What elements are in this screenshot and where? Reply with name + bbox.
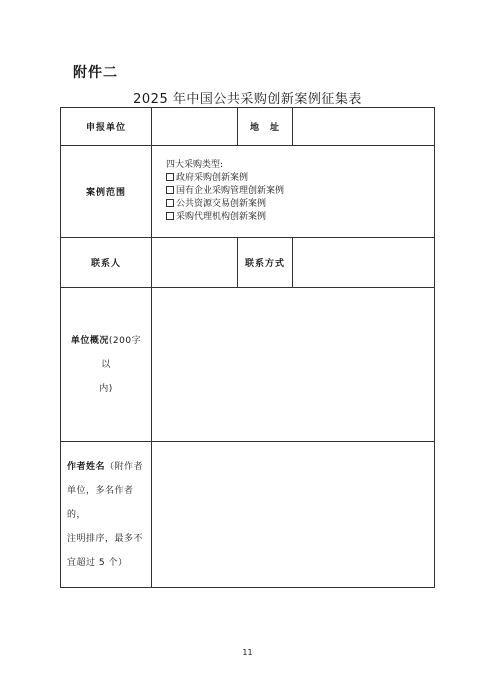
scope-option[interactable]: 政府采购创新案例 [166, 172, 434, 185]
row-profile [61, 288, 435, 442]
scope-option[interactable]: 公共资源交易创新案例 [166, 198, 434, 211]
application-form-table [60, 107, 435, 588]
page-number: 11 [242, 648, 253, 657]
checkbox-icon[interactable] [166, 199, 174, 207]
document-title: 2025 年中国公共采购创新案例征集表 [133, 92, 362, 107]
author-label: 作者姓名（附作者 单位，多名作者的， 注明排序，最多不 宜超过 5 个） [61, 442, 152, 588]
contact-field[interactable] [152, 238, 238, 288]
scope-option[interactable]: 国有企业采购管理创新案例 [166, 185, 434, 198]
row-applicant [61, 108, 435, 146]
checkbox-icon[interactable] [166, 212, 174, 220]
address-field[interactable] [293, 108, 435, 146]
scope-intro: 四大采购类型: [166, 160, 224, 170]
checkbox-icon[interactable] [166, 186, 174, 194]
profile-field[interactable] [152, 288, 435, 442]
address-label: 地 址 [238, 108, 293, 146]
author-field[interactable] [152, 442, 435, 588]
row-contact [61, 238, 435, 288]
attachment-label: 附件二 [73, 65, 118, 81]
applicant-label: 申报单位 [61, 108, 152, 146]
scope-option[interactable]: 采购代理机构创新案例 [166, 211, 434, 224]
contact-method-field[interactable] [293, 238, 435, 288]
scope-options-cell [152, 146, 435, 238]
contact-method-label: 联系方式 [238, 238, 293, 288]
checkbox-icon[interactable] [166, 173, 174, 181]
row-scope [61, 146, 435, 238]
applicant-field[interactable] [152, 108, 238, 146]
profile-label: 单位概况(200字以 内) [61, 288, 152, 442]
scope-label: 案例范围 [61, 146, 152, 238]
row-author [61, 442, 435, 588]
contact-label: 联系人 [61, 238, 152, 288]
